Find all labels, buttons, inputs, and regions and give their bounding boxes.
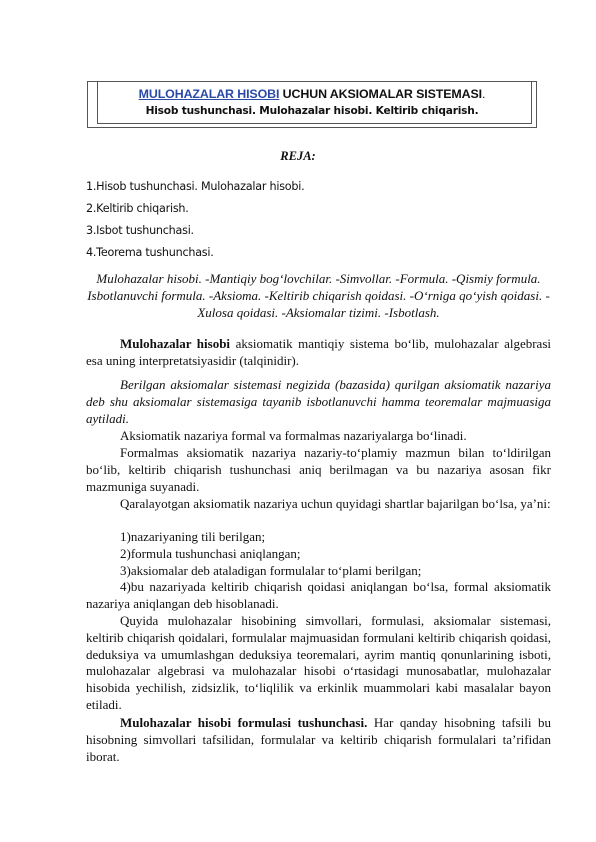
paragraph-7-bold: Mulohazalar hisobi formulasi tushunchasi. (120, 715, 368, 730)
document-subtitle: Hisob tushunchasi. Mulohazalar hisobi. Keltirib chiqarish. (145, 105, 479, 117)
paragraph-4: Formalmas aksiomatik nazariya nazariy-to‘plamiy mazmun bilan to‘ldirilgan bo‘lib, keltirib chiqarish tushunchasi aniq berilmagan va bu nazariya asosan fikr mazmuniga suyanadi. (86, 445, 551, 494)
condition-item: 4)bu nazariyada keltirib chiqarish qoidasi aniqlangan bo‘lsa, formal aksiomatik nazariya aniqlangan deb hisoblanadi. (86, 579, 551, 612)
title-dot: . (482, 87, 486, 101)
plan-item: 2.Keltirib chiqarish. (86, 202, 189, 215)
title-rest: UCHUN AKSIOMALAR SISTEMASI (279, 87, 482, 101)
condition-item: 3)aksiomalar deb ataladigan formulalar to‘plami berilgan; (120, 562, 422, 578)
title-box (87, 81, 537, 128)
paragraph-6: Quyida mulohazalar hisobining simvollari, formulasi, aksiomalar sistemasi, keltirib chiqarish qoidalari, formulalar majmuasidan formulani keltirib chiqarish qoidasi, deduksiya va umumlashgan deduksiya teoremalari, ayrim mantiq qonunlarining isboti, mulohazalar algebrasi va mulohazalar hisobi o‘rtasidagi munosabatlar, mulohazalar hisobida yechilish, zidsizlik, to‘liqlilik va erkinlik muammolari kabi masalalar bayon etiladi. (86, 613, 551, 712)
paragraph-7-text: Har qanday hisobning tafsili bu hisobning simvollari tafsilidan, formulalar va keltirib chiqarish formulalari ta’rifidan iborat. (86, 715, 551, 764)
paragraph-1-bold: Mulohazalar hisobi (120, 336, 231, 351)
paragraph-2: Berilgan aksiomalar sistemasi negizida (bazasida) qurilgan aksiomatik nazariya deb shu aksiomalar sistemasiga tayanib isbotlanuvchi hamma teoremalar majmuasiga aytiladi. (86, 377, 551, 426)
condition-item: 2)formula tushunchasi aniqlangan; (120, 545, 301, 561)
plan-heading: REJA: (280, 149, 316, 163)
document-title (88, 87, 536, 101)
paragraph-3: Aksiomatik nazariya formal va formalmas nazariyalarga bo‘linadi. (120, 428, 467, 443)
condition-item: 1)nazariyaning tili berilgan; (120, 529, 266, 544)
conditions-list (86, 529, 551, 613)
plan-item: 1.Hisob tushunchasi. Mulohazalar hisobi. (86, 180, 305, 193)
paragraph-1 (86, 336, 551, 370)
keywords: Mulohazalar hisobi. -Mantiqiy bog‘lovchilar. -Simvollar. -Formula. -Qismiy formula. Isbotlanuvchi formula. -Aksioma. -Keltirib chiqarish qoidasi. -O‘rniga qo‘yish qoidasi. -Xulosa qoidasi. -Aksiomalar tizimi. -Isbotlash. (87, 271, 550, 320)
title-link[interactable]: MULOHAZALAR HISOBI (138, 87, 280, 101)
paragraph-1-text: aksiomatik mantiqiy sistema bo‘lib, mulohazalar algebrasi esa uning interpretatsiyasidir (talqinidir). (86, 336, 551, 368)
paragraph-5: Qaralayotgan aksiomatik nazariya uchun quyidagi shartlar bajarilgan bo‘lsa, ya’ni: (120, 496, 551, 511)
paragraph-7 (86, 715, 551, 765)
plan-item: 4.Teorema tushunchasi. (86, 246, 214, 259)
plan-item: 3.Isbot tushunchasi. (86, 224, 194, 237)
